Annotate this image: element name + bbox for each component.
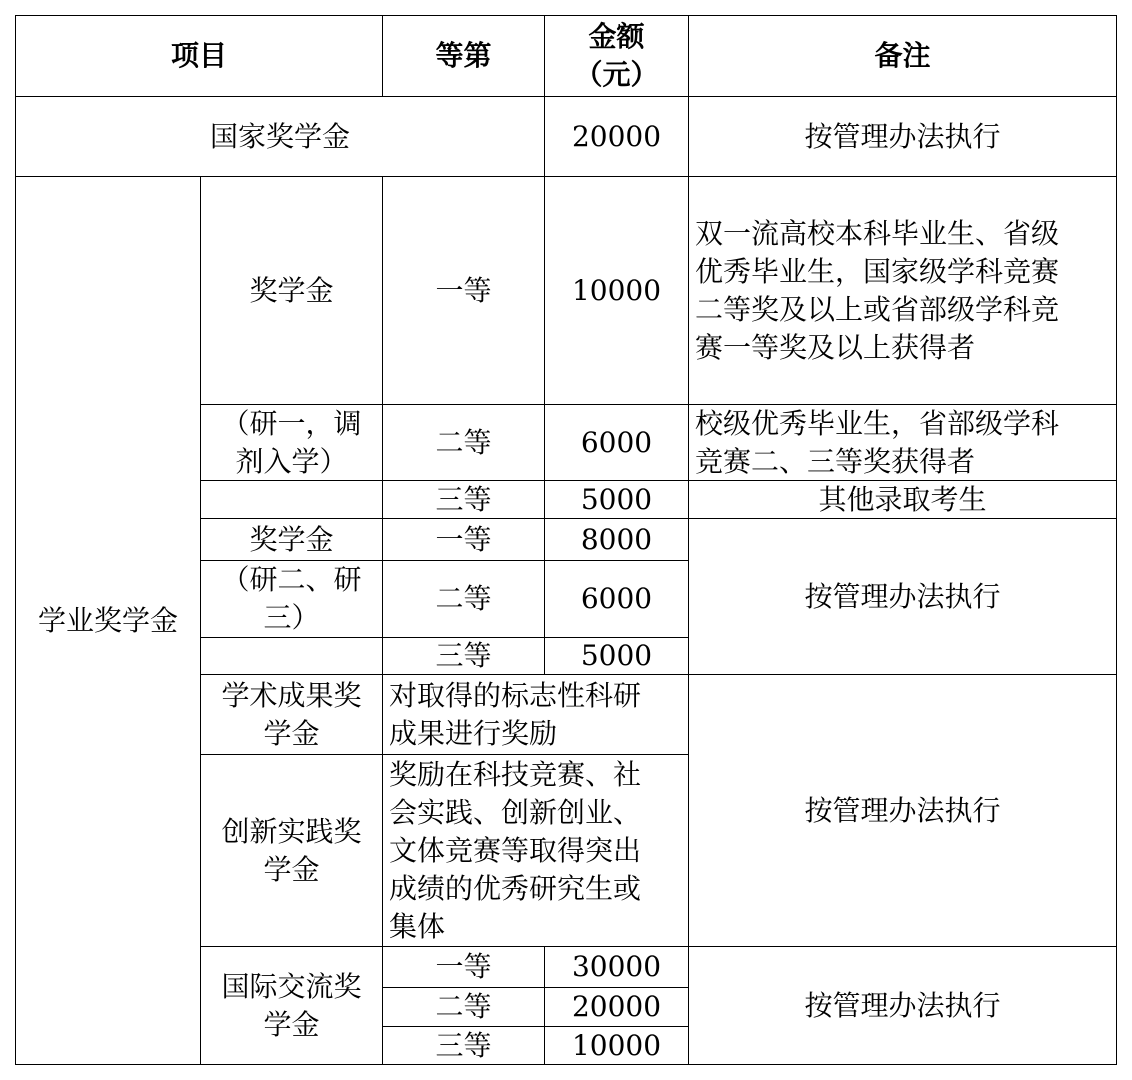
upper-years-grade-2: 二等 (382, 560, 545, 638)
header-item: 项目 (15, 15, 383, 97)
exchange-grade-1: 一等 (382, 946, 545, 988)
first-year-grade-2: 二等 (382, 404, 545, 481)
header-grade: 等第 (382, 15, 545, 97)
first-year-amount-2: 6000 (544, 404, 689, 481)
national-scholarship-remark: 按管理办法执行 (688, 96, 1117, 177)
first-year-grade-3: 三等 (382, 480, 545, 519)
first-year-grade-1: 一等 (382, 176, 545, 405)
innovation-scholarship-name: 创新实践奖 学金 (200, 754, 383, 947)
upper-years-amount-3: 5000 (544, 637, 689, 675)
research-scholarship-desc: 对取得的标志性科研 成果进行奖励 (382, 674, 689, 755)
exchange-amount-3: 10000 (544, 1026, 689, 1065)
upper-years-scholarship-name: 奖学金 (200, 518, 383, 561)
research-innovation-remark: 按管理办法执行 (688, 674, 1117, 947)
exchange-amount-1: 30000 (544, 946, 689, 988)
upper-years-amount-2: 6000 (544, 560, 689, 638)
exchange-scholarship-name: 国际交流奖 学金 (200, 946, 383, 1065)
upper-years-grade-1: 一等 (382, 518, 545, 561)
first-year-amount-1: 10000 (544, 176, 689, 405)
first-year-note: （研一，调 剂入学） (200, 404, 383, 481)
exchange-grade-2: 二等 (382, 987, 545, 1027)
first-year-scholarship-name: 奖学金 (200, 176, 383, 405)
upper-years-remark: 按管理办法执行 (688, 518, 1117, 675)
first-year-empty (200, 480, 383, 519)
first-year-remark-3: 其他录取考生 (688, 480, 1117, 519)
upper-years-amount-1: 8000 (544, 518, 689, 561)
exchange-remark: 按管理办法执行 (688, 946, 1117, 1065)
national-scholarship-amount: 20000 (544, 96, 689, 177)
exchange-amount-2: 20000 (544, 987, 689, 1027)
national-scholarship-name: 国家奖学金 (15, 96, 545, 177)
innovation-scholarship-desc: 奖励在科技竞赛、社 会实践、创新创业、 文体竞赛等取得突出 成绩的优秀研究生或 集体 (382, 754, 689, 947)
upper-years-grade-3: 三等 (382, 637, 545, 675)
academic-scholarship-name: 学业奖学金 (15, 176, 201, 1065)
upper-years-note: （研二、研 三） (200, 560, 383, 638)
research-scholarship-name: 学术成果奖 学金 (200, 674, 383, 755)
upper-years-empty (200, 637, 383, 675)
first-year-remark-1: 双一流高校本科毕业生、省级 优秀毕业生，国家级学科竞赛 二等奖及以上或省部级学科竞 赛一等奖及以上获得者 (688, 176, 1117, 405)
header-amount: 金额 （元） (544, 15, 689, 97)
first-year-amount-3: 5000 (544, 480, 689, 519)
exchange-grade-3: 三等 (382, 1026, 545, 1065)
first-year-remark-2: 校级优秀毕业生，省部级学科 竞赛二、三等奖获得者 (688, 404, 1117, 481)
header-remarks: 备注 (688, 15, 1117, 97)
